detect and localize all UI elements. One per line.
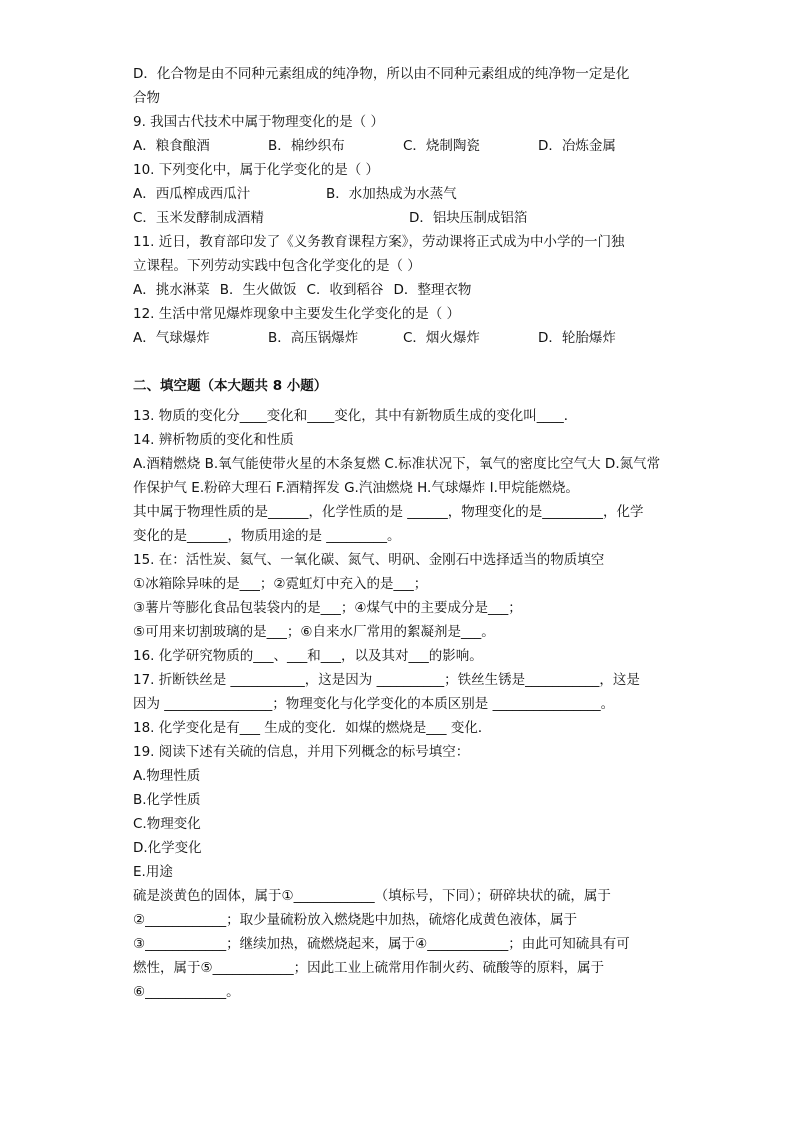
q19-line2: ②____________；取少量硫粉放入燃烧匙中加热，硫熔化成黄色液体，属于 [133,912,578,928]
q17-line2: 因为 ________________；物理变化与化学变化的本质区别是 ________________。 [133,696,615,712]
q19-concept-d: D.化学变化 [133,840,202,856]
q15-line2: ③薯片等膨化食品包装袋内的是___；④煤气中的主要成分是___； [133,600,522,616]
q11-stem-line1: 11. 近日，教育部印发了《义务教育课程方案》，劳动课将正式成为中小学的一门独 [133,234,625,250]
q9-option-c: C．烧制陶瓷 [403,138,480,154]
q12-option-a: A．气球爆炸 [133,330,210,346]
q19-line3: ③____________；继续加热，硫燃烧起来，属于④____________；由此可知硫具有可 [133,936,630,952]
q19-concept-c: C.物理变化 [133,816,201,832]
q13-text: 13. 物质的变化分____变化和____变化，其中有新物质生成的变化叫____． [133,408,578,424]
q9-options [133,134,673,158]
document-page [133,62,673,1004]
q10-option-a: A．西瓜榨成西瓜汁 [133,186,251,202]
q10-option-c: C．玉米发酵制成酒精 [133,210,264,226]
q14-line3: 其中属于物理性质的是______，化学性质的是 ______，物理变化的是_________，化学 [133,504,644,520]
q9-option-a: A．粮食酿酒 [133,138,210,154]
q12-stem: 12. 生活中常见爆炸现象中主要发生化学变化的是（ ） [133,306,461,322]
q11-options [133,278,673,302]
q15-stem: 15. 在：活性炭、氦气、一氧化碳、氮气、明矾、金刚石中选择适当的物质填空 [133,552,605,568]
q9-option-d: D．冶炼金属 [538,138,616,154]
q9-option-b: B．棉纱织布 [268,138,345,154]
q12-option-c: C．烟火爆炸 [403,330,480,346]
q19-concept-b: B.化学性质 [133,792,201,808]
q11-option-d: D．整理衣物 [393,282,472,298]
q15-line3: ⑤可用来切割玻璃的是___；⑥自来水厂常用的絮凝剂是___。 [133,624,495,640]
q12-option-d: D．轮胎爆炸 [538,330,616,346]
q19-concept-a: A.物理性质 [133,768,201,784]
q19-line5: ⑥____________。 [133,984,240,1000]
q11-option-c: C．收到稻谷 [306,282,384,298]
q11-option-a: A．挑水淋菜 [133,282,210,298]
q19-line1: 硫是淡黄色的固体，属于①____________（填标号，下同）；研碎块状的硫，属于 [133,888,611,904]
q15-line1: ①冰箱除异味的是___；②霓虹灯中充入的是___； [133,576,428,592]
q19-concept-e: E.用途 [133,864,173,880]
q14-line4: 变化的是______，物质用途的是 _________。 [133,528,401,544]
q11-stem-line2: 立课程。下列劳动实践中包含化学变化的是（ ） [133,258,421,274]
q19-stem: 19. 阅读下述有关硫的信息，并用下列概念的标号填空： [133,744,470,760]
q10-options-row1 [133,182,673,206]
q10-option-b: B．水加热成为水蒸气 [326,186,457,202]
q9-stem: 9. 我国古代技术中属于物理变化的是（ ） [133,114,384,130]
q12-options [133,326,673,350]
q12-option-b: B．高压锅爆炸 [268,330,359,346]
q18-text: 18. 化学变化是有___ 生成的变化．如煤的燃烧是___ 变化． [133,720,492,736]
q10-stem: 10. 下列变化中，属于化学变化的是（ ） [133,162,380,178]
q14-line1: A.酒精燃烧 B.氧气能使带火星的木条复燃 C.标准状况下，氧气的密度比空气大 D.氮气常 [133,456,661,472]
q14-line2: 作保护气 E.粉碎大理石 F.酒精挥发 G.汽油燃烧 H.气球爆炸 I.甲烷能燃烧。 [133,480,579,496]
q10-options-row2 [133,206,673,230]
q8-option-d-line2: 合物 [133,90,160,106]
q10-option-d: D．铝块压制成铝箔 [409,210,528,226]
q19-line4: 燃性，属于⑤____________；因此工业上硫常用作制火药、硫酸等的原料，属于 [133,960,605,976]
q11-option-b: B．生火做饭 [219,282,297,298]
q16-text: 16. 化学研究物质的___、___和___，以及其对___的影响。 [133,648,483,664]
q17-line1: 17. 折断铁丝是 ___________，这是因为 __________；铁丝生锈是___________，这是 [133,672,640,688]
q8-option-d-line1: D．化合物是由不同种元素组成的纯净物，所以由不同种元素组成的纯净物一定是化 [133,66,630,82]
q14-stem: 14. 辨析物质的变化和性质 [133,432,294,448]
section-heading-fill-in: 二、填空题（本大题共 8 小题） [133,378,328,394]
